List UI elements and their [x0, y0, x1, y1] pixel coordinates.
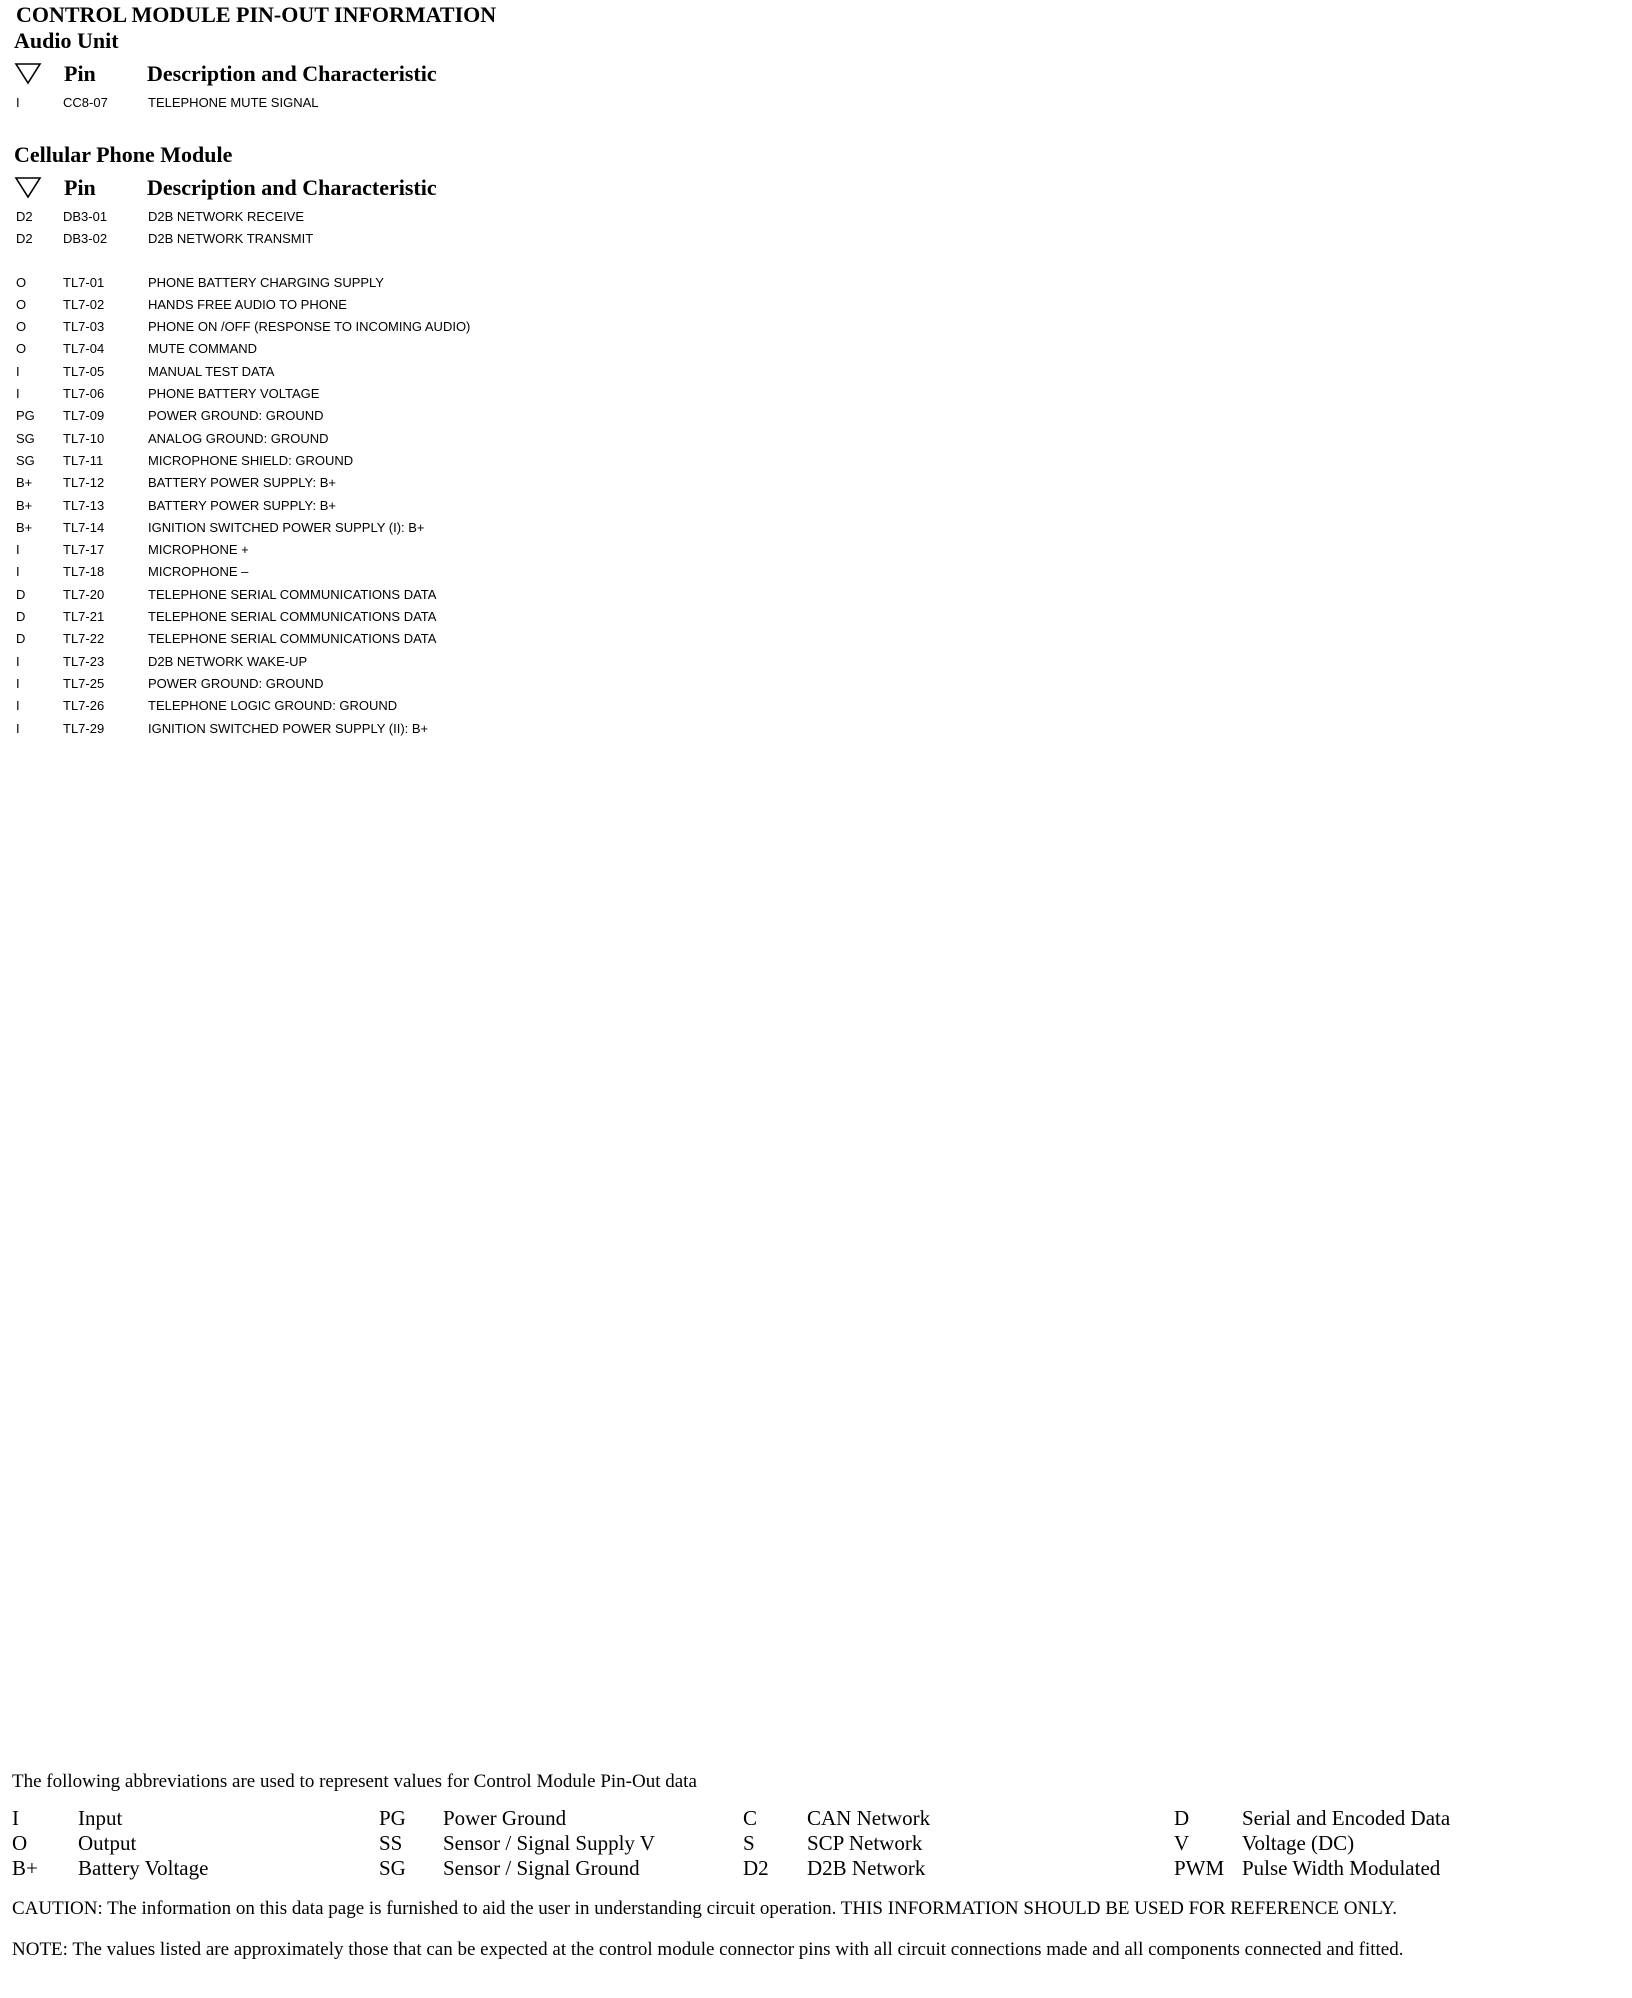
pin-description: TELEPHONE SERIAL COMMUNICATIONS DATA: [148, 631, 437, 647]
pin-id: TL7-17: [63, 542, 105, 558]
pin-type: O: [16, 296, 27, 312]
pin-id: TL7-10: [63, 430, 105, 446]
pin-table-audio-unit: [14, 92, 614, 114]
legend-meaning: Serial and Encoded Data: [1242, 1806, 1451, 1830]
pin-id: TL7-18: [63, 564, 105, 580]
pin-row: [14, 206, 614, 228]
legend-meaning: Input: [78, 1806, 123, 1830]
pin-description: TELEPHONE SERIAL COMMUNICATIONS DATA: [148, 586, 437, 602]
legend-abbreviation: PWM: [1174, 1856, 1225, 1880]
pin-id: TL7-11: [63, 452, 104, 468]
pin-id: DB3-02: [63, 231, 108, 247]
pin-row: [14, 584, 614, 606]
pin-type: I: [16, 363, 20, 379]
column-header-audio-unit: [14, 59, 614, 89]
pin-id: TL7-29: [63, 720, 105, 736]
legend-meaning: SCP Network: [807, 1831, 923, 1855]
pin-type: I: [16, 564, 20, 580]
pin-type: I: [16, 720, 20, 736]
pin-type: O: [16, 319, 27, 335]
pin-id: TL7-14: [63, 519, 105, 535]
pin-description: D2B NETWORK TRANSMIT: [148, 231, 314, 247]
connector-direction-icon: [14, 175, 42, 199]
pin-type: I: [16, 95, 20, 110]
pin-id: TL7-22: [63, 631, 105, 647]
pin-row: [14, 361, 614, 383]
pin-type: D: [16, 586, 26, 602]
pin-row: [14, 450, 614, 472]
pin-description: MANUAL TEST DATA: [148, 363, 275, 379]
pin-description: BATTERY POWER SUPPLY: B+: [148, 497, 336, 513]
section-title-audio-unit: Audio Unit: [14, 28, 119, 53]
pin-row: [14, 272, 614, 294]
legend-abbreviation: I: [12, 1806, 19, 1830]
pin-id: TL7-25: [63, 675, 105, 691]
pin-type: B+: [16, 475, 33, 491]
legend-meaning: Pulse Width Modulated: [1242, 1856, 1441, 1880]
pin-description: POWER GROUND: GROUND: [148, 675, 324, 691]
pin-id: TL7-09: [63, 408, 105, 424]
pin-row: [14, 539, 614, 561]
pin-row: [14, 316, 614, 338]
pin-id: TL7-26: [63, 698, 105, 714]
pin-table-cellular-phone-module: [14, 206, 614, 740]
pin-row: [14, 718, 614, 740]
pin-description: PHONE BATTERY VOLTAGE: [148, 386, 320, 402]
pin-row: [14, 695, 614, 717]
pin-id: TL7-05: [63, 363, 105, 379]
pin-type: I: [16, 653, 20, 669]
pin-id: TL7-06: [63, 386, 105, 402]
pin-row: [14, 472, 614, 494]
pin-type: I: [16, 386, 20, 402]
pin-type: SG: [16, 430, 35, 446]
caution-text: CAUTION: The information on this data page is furnished to aid the user in understanding circuit operation. THIS INFORMATION SHOULD BE USED FOR REFERENCE ONLY.: [12, 1898, 1397, 1919]
pin-type: O: [16, 274, 27, 290]
legend-abbreviation: V: [1174, 1831, 1190, 1855]
pin-row: [14, 628, 614, 650]
pin-description: BATTERY POWER SUPPLY: B+: [148, 475, 336, 491]
legend-meaning: Output: [78, 1831, 137, 1855]
legend-meaning: Battery Voltage: [78, 1856, 209, 1880]
legend-abbreviation: S: [743, 1831, 755, 1855]
pin-description: HANDS FREE AUDIO TO PHONE: [148, 296, 347, 312]
pin-description: MICROPHONE –: [148, 564, 249, 580]
legend-meaning: Voltage (DC): [1242, 1831, 1355, 1855]
legend-meaning: Sensor / Signal Supply V: [443, 1831, 655, 1855]
pin-id: TL7-12: [63, 475, 105, 491]
legend-abbreviation: SS: [379, 1831, 403, 1855]
pin-id: CC8-07: [63, 95, 108, 110]
pin-row: [14, 383, 614, 405]
pin-description: D2B NETWORK RECEIVE: [148, 209, 305, 224]
pin-type: O: [16, 341, 27, 357]
pin-description: MUTE COMMAND: [148, 341, 258, 357]
pin-row: [14, 517, 614, 539]
pin-id: TL7-03: [63, 319, 105, 335]
column-header-description: Description and Characteristic: [147, 175, 437, 200]
column-header-cellular-phone-module: [14, 173, 614, 203]
pin-row: [14, 561, 614, 583]
pin-id: TL7-04: [63, 341, 105, 357]
pin-id: TL7-21: [63, 609, 105, 625]
legend-abbreviation: C: [743, 1806, 758, 1830]
legend-abbreviation: PG: [379, 1806, 406, 1830]
pin-description: ANALOG GROUND: GROUND: [148, 430, 329, 446]
pin-id: TL7-02: [63, 296, 105, 312]
pin-description: POWER GROUND: GROUND: [148, 408, 324, 424]
pin-row: [14, 651, 614, 673]
pin-description: TELEPHONE LOGIC GROUND: GROUND: [148, 698, 398, 714]
abbreviations-legend: [12, 1806, 1612, 1886]
pin-row: [14, 294, 614, 316]
pin-description: IGNITION SWITCHED POWER SUPPLY (II): B+: [148, 720, 429, 736]
pin-type: D: [16, 609, 26, 625]
pin-row: [14, 673, 614, 695]
note-text: NOTE: The values listed are approximately those that can be expected at the control module connector pins with all circuit connections made and all components connected and fitted.: [12, 1939, 1404, 1960]
pin-type: D2: [16, 209, 33, 224]
connector-direction-icon: [14, 61, 42, 85]
pin-description: TELEPHONE SERIAL COMMUNICATIONS DATA: [148, 609, 437, 625]
group-spacer: [14, 251, 614, 272]
pin-type: D: [16, 631, 26, 647]
pin-id: TL7-13: [63, 497, 105, 513]
pin-description: MICROPHONE +: [148, 542, 249, 558]
pin-description: PHONE ON /OFF (RESPONSE TO INCOMING AUDIO): [148, 319, 471, 335]
column-header-pin: Pin: [64, 175, 96, 200]
pin-description: TELEPHONE MUTE SIGNAL: [148, 95, 319, 110]
pin-row: [14, 92, 614, 114]
pin-row: [14, 228, 614, 250]
pin-id: TL7-23: [63, 653, 105, 669]
legend-meaning: Power Ground: [443, 1806, 567, 1830]
legend-abbreviation: SG: [379, 1856, 406, 1880]
legend-meaning: CAN Network: [807, 1806, 931, 1830]
pin-row: [14, 338, 614, 360]
pin-description: D2B NETWORK WAKE-UP: [148, 653, 308, 669]
pin-row: [14, 495, 614, 517]
pin-row: [14, 606, 614, 628]
pin-type: I: [16, 698, 20, 714]
pin-row: [14, 428, 614, 450]
legend-abbreviation: B+: [12, 1856, 38, 1880]
legend-abbreviation: D: [1174, 1806, 1190, 1830]
pin-id: TL7-20: [63, 586, 105, 602]
legend-meaning: Sensor / Signal Ground: [443, 1856, 640, 1880]
pin-description: IGNITION SWITCHED POWER SUPPLY (I): B+: [148, 519, 425, 535]
pin-type: SG: [16, 452, 35, 468]
legend-meaning: D2B Network: [807, 1856, 926, 1880]
pin-description: MICROPHONE SHIELD: GROUND: [148, 452, 354, 468]
legend-abbreviation: O: [12, 1831, 28, 1855]
column-header-pin: Pin: [64, 61, 96, 86]
abbreviations-intro: The following abbreviations are used to represent values for Control Module Pin-Out data: [12, 1771, 697, 1792]
pin-description: PHONE BATTERY CHARGING SUPPLY: [148, 274, 384, 290]
pin-type: I: [16, 542, 20, 558]
section-title-cellular-phone-module: Cellular Phone Module: [14, 142, 233, 167]
pin-type: D2: [16, 231, 33, 247]
pin-type: B+: [16, 497, 33, 513]
pin-type: B+: [16, 519, 33, 535]
legend-abbreviation: D2: [743, 1856, 769, 1880]
pin-type: I: [16, 675, 20, 691]
page-title: CONTROL MODULE PIN-OUT INFORMATION: [16, 2, 497, 27]
pin-row: [14, 405, 614, 427]
column-header-description: Description and Characteristic: [147, 61, 437, 86]
pin-id: DB3-01: [63, 209, 108, 224]
pin-id: TL7-01: [63, 274, 105, 290]
pin-type: PG: [16, 408, 35, 424]
